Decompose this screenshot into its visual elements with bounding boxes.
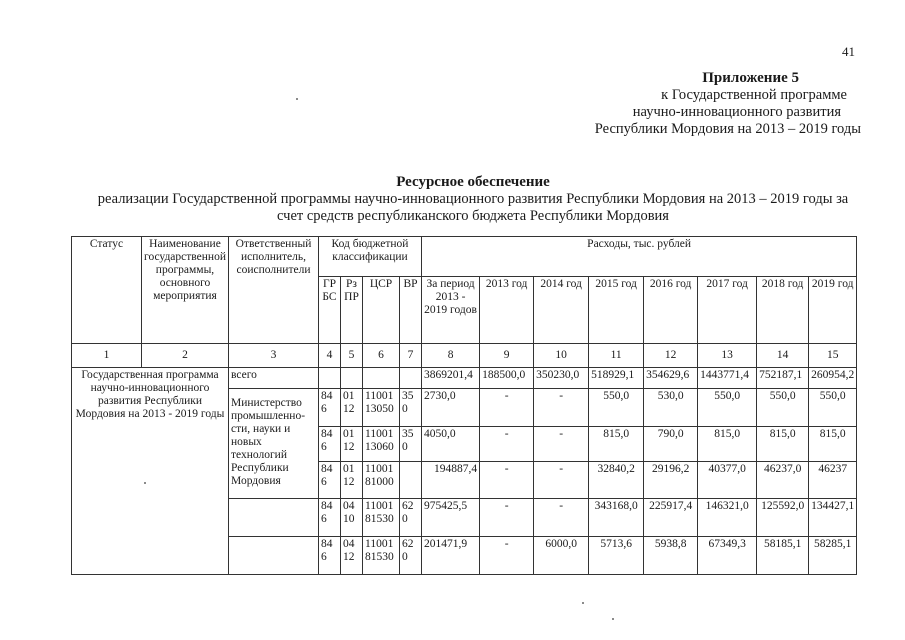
column-number: 3 [229, 344, 319, 368]
cell-value: 815,0 [757, 427, 809, 462]
page-number: 41 [842, 44, 855, 59]
cell-rzpr: 01 12 [341, 389, 363, 427]
cell-value: - [534, 462, 589, 499]
cell-value: 67349,3 [698, 537, 757, 575]
column-number: 11 [589, 344, 644, 368]
cell-value: 815,0 [589, 427, 644, 462]
cell-rzpr: 04 12 [341, 537, 363, 575]
column-number: 13 [698, 344, 757, 368]
document-title [60, 174, 886, 225]
column-number: 1 [72, 344, 142, 368]
cell-value: 343168,0 [589, 499, 644, 537]
cell-value: 5938,8 [644, 537, 698, 575]
header-rzpr: Рз ПР [341, 277, 363, 344]
cell-csr: 11001 13050 [363, 389, 400, 427]
cell-value: 146321,0 [698, 499, 757, 537]
column-number-row [72, 344, 857, 368]
cell-value: 225917,4 [644, 499, 698, 537]
column-number: 7 [400, 344, 422, 368]
title-heading: Ресурсное обеспечение [396, 174, 550, 190]
header-year: 2019 год [809, 277, 857, 344]
cell-value: 975425,5 [422, 499, 480, 537]
total-value: 354629,6 [644, 368, 698, 389]
header-name: Наименование государственной программы, основного мероприятия [142, 237, 229, 344]
header-grbs: ГР БС [319, 277, 341, 344]
appendix-title: Приложение 5 [702, 70, 799, 86]
cell-csr: 11001 81530 [363, 499, 400, 537]
cell-value: 815,0 [809, 427, 857, 462]
cell-grbs: 84 6 [319, 462, 341, 499]
approval-line-3: научно-инновационного развития [632, 104, 841, 120]
cell-vr: 35 0 [400, 427, 422, 462]
header-year: 2014 год [534, 277, 589, 344]
cell-grbs: 84 6 [319, 389, 341, 427]
cell-value: - [480, 499, 534, 537]
column-number: 4 [319, 344, 341, 368]
cell-value: 32840,2 [589, 462, 644, 499]
cell-grbs: 84 6 [319, 537, 341, 575]
cell-value: 46237,0 [757, 462, 809, 499]
cell-value: - [480, 537, 534, 575]
title-line-3: счет средств республиканского бюджета Республики Мордовия [277, 208, 669, 224]
cell-value: 6000,0 [534, 537, 589, 575]
cell-csr: 11001 81530 [363, 537, 400, 575]
header-status: Статус [72, 237, 142, 344]
scan-speck [582, 602, 584, 604]
total-value: 3869201,4 [422, 368, 480, 389]
total-value: 188500,0 [480, 368, 534, 389]
cell-rzpr: 01 12 [341, 462, 363, 499]
cell-vr: 62 0 [400, 499, 422, 537]
approval-line-2: к Государственной программе [661, 87, 847, 103]
cell-value: 2730,0 [422, 389, 480, 427]
total-value: 752187,1 [757, 368, 809, 389]
column-number: 14 [757, 344, 809, 368]
cell-value: 550,0 [589, 389, 644, 427]
cell-value: 58285,1 [809, 537, 857, 575]
cell-value: 4050,0 [422, 427, 480, 462]
cell-csr: 11001 81000 [363, 462, 400, 499]
total-value: 518929,1 [589, 368, 644, 389]
cell-value: 134427,1 [809, 499, 857, 537]
total-label: всего [229, 368, 319, 389]
column-number: 8 [422, 344, 480, 368]
cell-vr: 35 0 [400, 389, 422, 427]
cell-value: 58185,1 [757, 537, 809, 575]
cell-value: 201471,9 [422, 537, 480, 575]
cell-value: 815,0 [698, 427, 757, 462]
cell-value: 125592,0 [757, 499, 809, 537]
scan-speck [296, 98, 298, 100]
cell-value: 40377,0 [698, 462, 757, 499]
cell-value: - [480, 389, 534, 427]
cell-value: - [480, 427, 534, 462]
column-number: 10 [534, 344, 589, 368]
program-name: Государственная программа научно-инновационного развития Республики Мордовия на 2013 - 2019 годы [72, 368, 229, 575]
cell-value: 550,0 [698, 389, 757, 427]
cell-rzpr: 01 12 [341, 427, 363, 462]
cell-csr: 11001 13060 [363, 427, 400, 462]
total-value: 260954,2 [809, 368, 857, 389]
title-line-2: реализации Государственной программы научно-инновационного развития Республики Мордовия на 2013 – 2019 годы за [97, 191, 849, 207]
header-budget-code: Код бюджетной классификации [319, 237, 422, 277]
cell-grbs: 84 6 [319, 499, 341, 537]
cell-value: 46237 [809, 462, 857, 499]
column-number: 15 [809, 344, 857, 368]
header-vr: ВР [400, 277, 422, 344]
cell-value: 29196,2 [644, 462, 698, 499]
cell-value: 550,0 [757, 389, 809, 427]
column-number: 6 [363, 344, 400, 368]
header-year: 2015 год [589, 277, 644, 344]
cell-grbs: 84 6 [319, 427, 341, 462]
cell-value: - [534, 389, 589, 427]
cell-value: - [534, 499, 589, 537]
column-number: 2 [142, 344, 229, 368]
column-number: 9 [480, 344, 534, 368]
cell-vr [400, 462, 422, 499]
scan-speck [144, 482, 146, 484]
cell-value: 550,0 [809, 389, 857, 427]
header-expenses: Расходы, тыс. рублей [422, 237, 857, 277]
header-year: 2017 год [698, 277, 757, 344]
cell-value: 790,0 [644, 427, 698, 462]
table-row-total [72, 368, 857, 389]
cell-value: - [534, 427, 589, 462]
cell-value: 194887,4 [422, 462, 480, 499]
header-year: 2013 год [480, 277, 534, 344]
cell-value: 5713,6 [589, 537, 644, 575]
cell-rzpr: 04 10 [341, 499, 363, 537]
header-csr: ЦСР [363, 277, 400, 344]
cell-value: 530,0 [644, 389, 698, 427]
approval-block [595, 70, 861, 138]
cell-value: - [480, 462, 534, 499]
column-number: 5 [341, 344, 363, 368]
header-period: За период 2013 - 2019 годов [422, 277, 480, 344]
scan-speck [612, 618, 614, 620]
ministry-name: Министерство промышленно-сти, науки и новых технологий Республики Мордовия [229, 389, 319, 499]
approval-line-4: Республики Мордовия на 2013 – 2019 годы [594, 121, 861, 137]
total-value: 350230,0 [534, 368, 589, 389]
column-number: 12 [644, 344, 698, 368]
header-year: 2016 год [644, 277, 698, 344]
header-year: 2018 год [757, 277, 809, 344]
header-responsible: Ответственный исполнитель, соисполнители [229, 237, 319, 344]
total-value: 1443771,4 [698, 368, 757, 389]
resource-table [71, 236, 857, 575]
cell-vr: 62 0 [400, 537, 422, 575]
